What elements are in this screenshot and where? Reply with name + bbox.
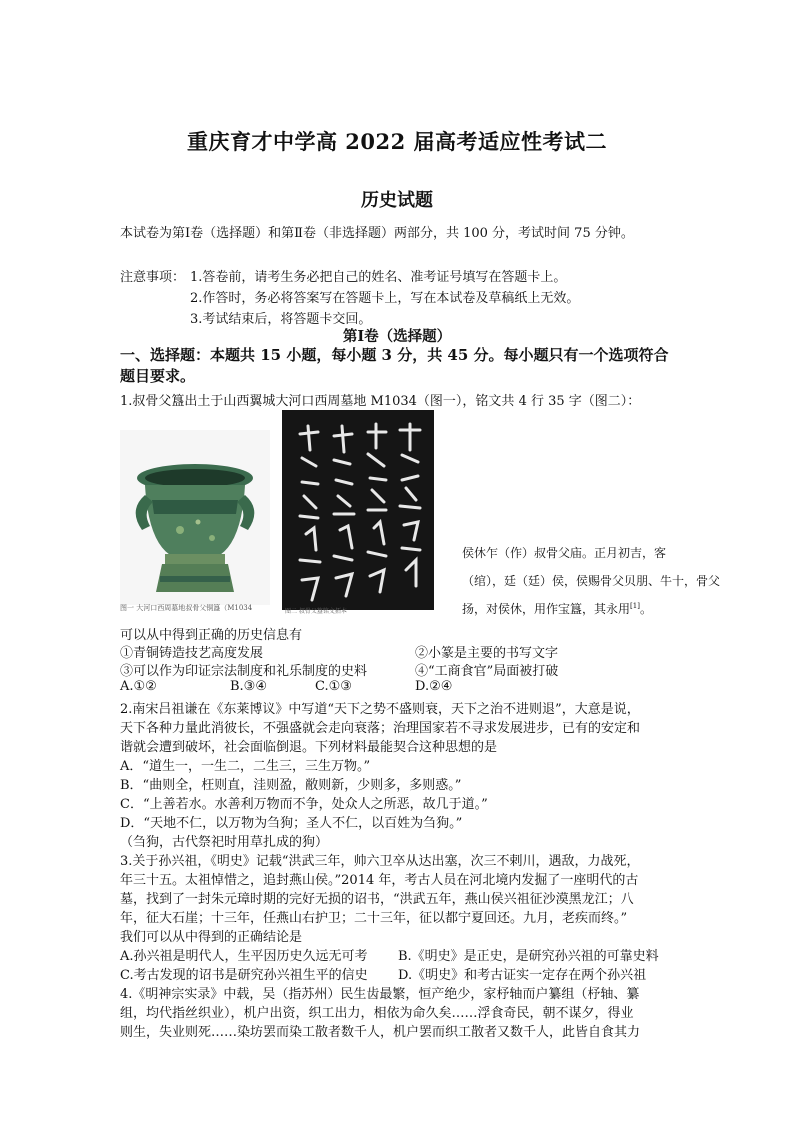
inscription-text: 侯休乍（作）叔骨父庙。正月初吉，客 [462,546,667,560]
q1-item: ②小篆是主要的书写文字 [415,646,559,661]
q3-option: B.《明史》是正史，是研究孙兴祖的可靠史料 [398,949,659,964]
section-heading: 一、选择题：本题共 15 小题，每小题 3 分，共 45 分。每小题只有一个选项符合题目要求。 [120,346,669,385]
q1-stem: 1.叔骨父簋出土于山西翼城大河口西周墓地 M1034（图一），铭文共 4 行 35 字（图二）： [120,394,641,409]
q2-option: B．“曲则全，枉则直，洼则盈，敝则新，少则多，多则惑。” [120,778,462,793]
q4-stem-line: 组，均代指丝织业），机户出资，织工出力，相依为命久矣……浮食奇民，朝不谋夕，得业 [120,1006,634,1021]
q3-stem-line: 年，征大石崖；十三年，任燕山右护卫；二十三年，征以都宁夏回还。九月，老疾而终。” [120,911,628,926]
q4-stem-line: 4.《明神宗实录》中载，吴（指苏州）民生齿最繁，恒产绝少，家杼轴而户纂组（杼轴、纂 [120,987,640,1002]
q3-stem-line: 我们可以从中得到的正确结论是 [120,930,303,945]
q3-option: D.《明史》和考古证实一定存在两个孙兴祖 [398,968,647,983]
q2-note: （刍狗，古代祭祀时用草扎成的狗） [120,835,329,850]
inscription-rubbing [282,410,434,610]
inscription-text-last: 扬，对侯休，用作宝簋，其永用[1]。 [462,602,652,616]
fig1-caption: 图一 大河口西周墓地叔骨父铜簋（M1034 [120,604,253,612]
inscription-text: （绾），廷（廷）侯，侯赐骨父贝朋、牛十，骨父 [462,574,721,588]
note-item: 3.考试结束后，将答题卡交回。 [190,312,372,327]
q3-option: A.孙兴祖是明代人，生平因历史久远无可考 [120,949,368,964]
note-item: 2.作答时，务必将答案写在答题卡上，写在本试卷及草稿纸上无效。 [190,291,580,306]
q2-stem-line: 2.南宋吕祖谦在《东莱博议》中写道“天下之势不盛则衰，天下之治不进则退”，大意是说， [120,702,640,717]
rubbing-glyphs-icon [282,410,434,610]
q2-option: D．“天地不仁，以万物为刍狗；圣人不仁，以百姓为刍狗。” [120,816,463,831]
q2-stem-line: 谐就会遭到破坏，社会面临倒退。下列材料最能契合这种思想的是 [120,740,498,755]
exam-title: 重庆育才中学高 2022 届高考适应性考试二 [186,129,608,154]
q2-stem-line: 天下各种力量此消彼长，不强盛就会走向衰落；治理国家若不寻求发展进步，已有的安定和 [120,721,641,736]
bronze-vessel-icon [120,430,270,605]
q1-item: ③可以作为印证宗法制度和礼乐制度的史料 [120,664,368,679]
q1-option: C.①③ [315,679,352,694]
q3-stem-line: 墓，找到了一封朱元璋时期的完好无损的诏书，“洪武五年，燕山侯兴祖征沙漠黑龙江；八 [120,892,634,907]
fig2-caption: 图二 叔骨父簋铭文拓本 [285,608,347,615]
exam-intro: 本试卷为第Ⅰ卷（选择题）和第Ⅱ卷（非选择题）两部分，共 100 分，考试时间 75 分钟。 [120,226,634,241]
exam-subtitle: 历史试题 [361,190,433,211]
q1-prompt: 可以从中得到正确的历史信息有 [120,628,303,643]
q3-option: C.考古发现的诏书是研究孙兴祖生平的信史 [120,968,368,983]
q1-item: ①青铜铸造技艺高度发展 [120,646,264,661]
notes-label: 注意事项： [120,270,186,285]
q2-option: C．“上善若水。水善利万物而不争，处众人之所恶，故几于道。” [120,797,488,812]
q3-stem-line: 年三十五。太祖悼惜之，追封燕山侯。”2014 年，考古人员在河北境内发掘了一座明代的古 [120,873,639,888]
q1-option: A.①② [120,679,157,694]
part-title: 第Ⅰ卷（选择题） [342,328,452,345]
q3-stem-line: 3.关于孙兴祖，《明史》记载“洪武三年，帅六卫卒从达出塞，次三不剌川，遇敌，力战死， [120,854,640,869]
q1-option: B.③④ [230,679,267,694]
bronze-gui-photo [120,430,270,605]
q2-option: A．“道生一，一生二，二生三，三生万物。” [120,759,371,774]
note-item: 1.答卷前，请考生务必把自己的姓名、准考证号填写在答题卡上。 [190,270,567,285]
q4-stem-line: 则生，失业则死……染坊罢而染工散者数千人，机户罢而织工散者又数千人，此皆自食其力 [120,1025,641,1040]
q1-option: D.②④ [415,679,453,694]
q1-item: ④“工商食官”局面被打破 [415,664,559,679]
